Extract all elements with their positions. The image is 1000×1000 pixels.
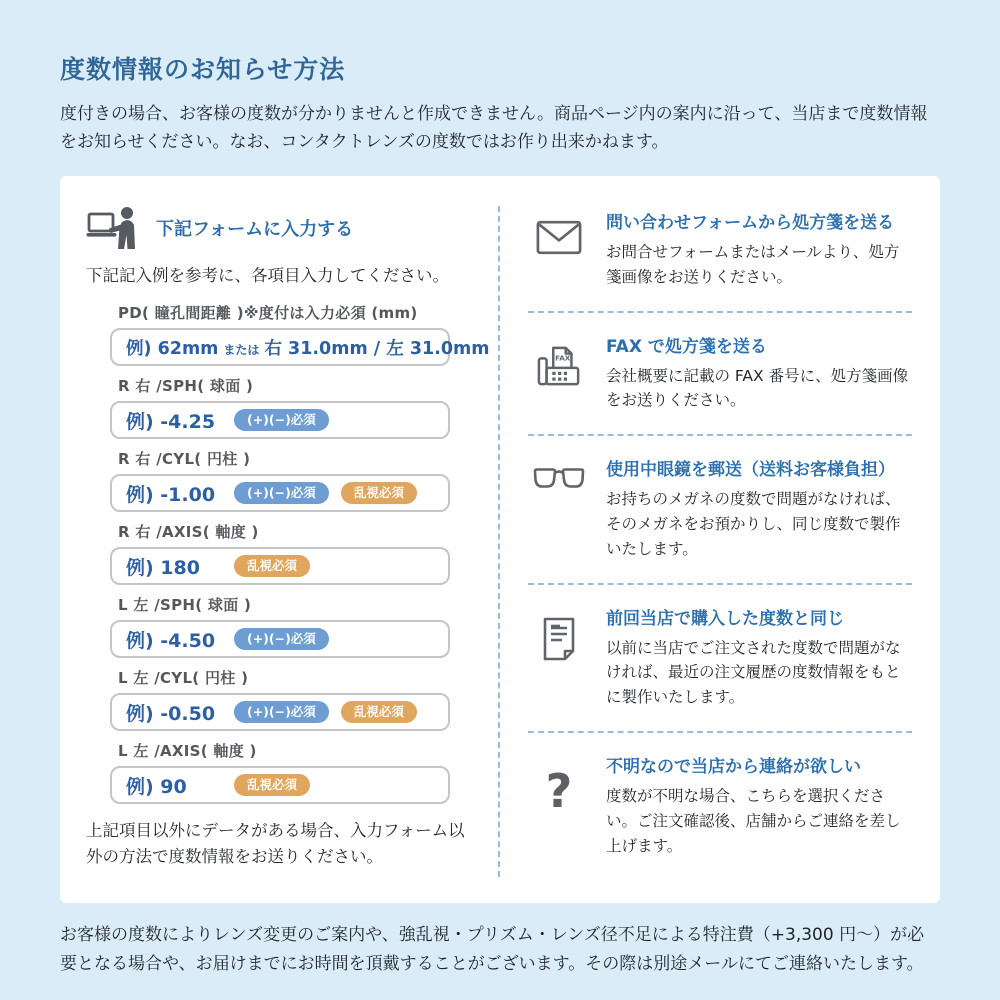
field-r-cyl [110, 448, 478, 512]
method-contact-form [528, 206, 912, 313]
example-value: 例) 62mm または 右 31.0mm / 左 31.0mm [126, 338, 490, 359]
field-label: R 右 /CYL( 円柱 ) [118, 450, 251, 469]
example-value: 例) -4.25 [126, 410, 216, 433]
method-previous-order [528, 585, 912, 733]
example-or-text: または [223, 342, 260, 357]
intro-text: 度付きの場合、お客様の度数が分かりませんと作成できません。商品ページ内の案内に沿って、当店まで度数情報をお知らせください。なお、コンタクトレンズの度数ではお作り出来かねます。 [60, 104, 928, 152]
field-label: R 右 /AXIS( 軸度 ) [118, 523, 259, 542]
method-mail-glasses [528, 436, 912, 584]
method-title: 使用中眼鏡を郵送（送料お客様負担） [606, 460, 895, 481]
form-instruction: 下記記入例を参考に、各項目入力してください。 [86, 266, 449, 286]
glasses-icon [528, 455, 590, 561]
field-l-cyl [110, 667, 478, 731]
method-title: 問い合わせフォームから処方箋を送る [606, 213, 895, 234]
field-label: L 左 /AXIS( 軸度 ) [118, 742, 257, 761]
method-text: 度数が不明な場合、こちらを選択ください。ご注文確認後、店舗からご連絡を差し上げます。 [606, 787, 901, 855]
example-value: 例) -1.00 [126, 483, 216, 506]
method-text: 会社概要に記載の FAX 番号に、処方箋画像をお送りください。 [606, 366, 909, 410]
question-icon [528, 752, 590, 858]
form-column [60, 206, 498, 879]
form-note: 上記項目以外にデータがある場合、入力フォーム以外の方法で度数情報をお送りください。 [86, 821, 465, 867]
method-text: お持ちのメガネの度数で問題がなければ、そのメガネをお預かりし、同じ度数で製作いたします。 [606, 490, 901, 558]
form-heading: 下記フォームに入力する [156, 219, 354, 241]
example-value: 例) 90 [126, 775, 187, 798]
l-cyl-example-box [110, 693, 450, 731]
astigmatism-required-badge: 乱視必須 [234, 555, 310, 578]
l-axis-example-box [110, 766, 450, 804]
field-r-axis [110, 521, 478, 585]
method-title: 前回当店で購入した度数と同じ [606, 608, 844, 629]
person-at-computer-icon [86, 206, 142, 250]
column-divider [498, 206, 500, 877]
methods-column [498, 206, 940, 879]
method-fax [528, 313, 912, 437]
method-body [606, 604, 912, 710]
r-cyl-example-box [110, 474, 450, 512]
example-value: 例) 180 [126, 556, 200, 579]
example-value: 例) -4.50 [126, 629, 216, 652]
field-list [86, 302, 490, 804]
field-label: R 右 /SPH( 球面 ) [118, 377, 254, 396]
method-body [606, 752, 912, 858]
r-axis-example-box [110, 547, 450, 585]
plus-minus-required-badge: (+)(−)必須 [234, 628, 329, 651]
method-contact-me [528, 733, 912, 879]
question-glyph: ? [545, 764, 573, 819]
method-text: お問合せフォームまたはメールより、処方箋画像をお送りください。 [606, 243, 900, 286]
method-body [606, 208, 912, 290]
method-title: FAX で処方箋を送る [606, 336, 767, 357]
method-body [606, 332, 912, 414]
info-panel [60, 176, 940, 903]
field-label: L 左 /SPH( 球面 ) [118, 596, 252, 615]
plus-minus-required-badge: (+)(−)必須 [234, 701, 329, 724]
form-header [86, 206, 478, 250]
field-r-sph [110, 375, 478, 439]
fax-icon [528, 332, 590, 414]
method-body [606, 455, 912, 561]
l-sph-example-box [110, 620, 450, 658]
footer-note: お客様の度数によりレンズ変更のご案内や、強乱視・プリズム・レンズ径不足による特注費（+3,300 円〜）が必要となる場合や、お届けまでにお時間を頂戴することがございます。その際は別途メールにてご連絡いたします。 [60, 925, 925, 974]
page-title: 度数情報のお知らせ方法 [60, 55, 346, 84]
fax-icon-label: FAX [555, 352, 571, 362]
example-value: 例) -0.50 [126, 702, 216, 725]
astigmatism-required-badge: 乱視必須 [341, 701, 417, 724]
field-label: L 左 /CYL( 円柱 ) [118, 669, 249, 688]
astigmatism-required-badge: 乱視必須 [234, 774, 310, 797]
method-title: 不明なので当店から連絡が欲しい [606, 757, 861, 778]
field-l-sph [110, 594, 478, 658]
field-pd [110, 302, 490, 366]
method-text: 以前に当店でご注文された度数で問題がなければ、最近の注文履歴の度数情報をもとに製作いたします。 [606, 638, 901, 707]
plus-minus-required-badge: (+)(−)必須 [234, 409, 329, 432]
field-label: PD( 瞳孔間距離 )※度付は入力必須 (mm) [118, 304, 418, 323]
pd-example-box [110, 328, 490, 366]
document-icon [528, 604, 590, 710]
mail-icon [528, 208, 590, 290]
r-sph-example-box [110, 401, 450, 439]
plus-minus-required-badge: (+)(−)必須 [234, 482, 329, 505]
astigmatism-required-badge: 乱視必須 [341, 482, 417, 505]
field-l-axis [110, 740, 478, 804]
